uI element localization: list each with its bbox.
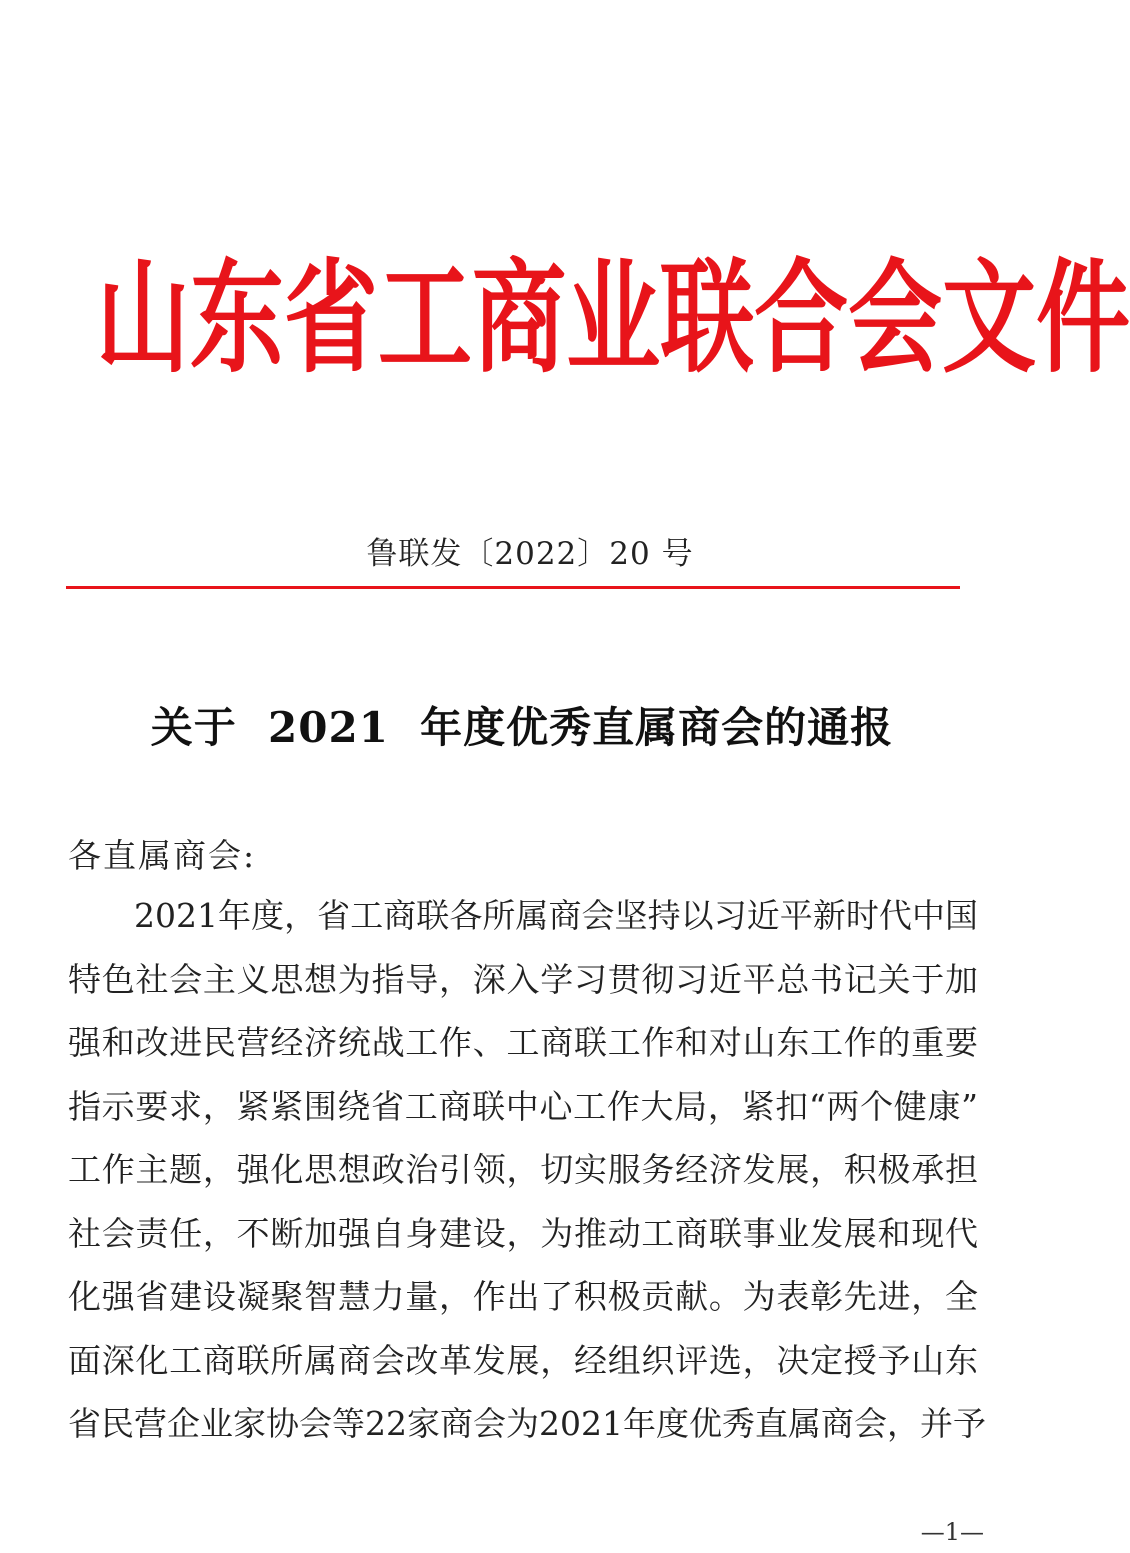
- org-header-char: 业: [566, 248, 661, 391]
- org-header-char: 联: [660, 248, 755, 391]
- body-line: 指示要求，紧紧围绕省工商联中心工作大局，紧扣“两个健康”: [68, 1086, 978, 1126]
- body-line: 2021年度，省工商联各所属商会坚持以习近平新时代中国: [134, 896, 978, 935]
- org-header-char: 文: [942, 248, 1037, 391]
- org-header-char: 省: [284, 248, 379, 391]
- salutation: 各直属商会:: [68, 836, 257, 875]
- body-line: 强和改进民营经济统战工作、工商联工作和对山东工作的重要: [68, 1023, 978, 1062]
- body-line: 社会责任，不断加强自身建设，为推动工商联事业发展和现代: [68, 1213, 978, 1253]
- document-number: 鲁联发〔2022〕20 号: [366, 536, 694, 572]
- header-divider: [66, 586, 960, 589]
- org-header-char: 商: [472, 248, 567, 391]
- body-line: 工作主题，强化思想政治引领，切实服务经济发展，积极承担: [68, 1150, 978, 1189]
- org-header-char: 件: [1036, 248, 1130, 391]
- org-header-char: 会: [848, 248, 943, 391]
- body-line: 面深化工商联所属商会改革发展，经组织评选，决定授予山东: [68, 1340, 978, 1380]
- org-header-char: 山: [96, 248, 191, 391]
- org-header-char: 合: [754, 248, 849, 391]
- org-header-char: 工: [378, 248, 473, 391]
- org-header: [96, 223, 1130, 418]
- body-line: 特色社会主义思想为指导，深入学习贯彻习近平总书记关于加: [68, 959, 978, 999]
- page-number: —1—: [920, 1518, 984, 1546]
- notice-title: 关于 2021 年度优秀直属商会的通报: [150, 703, 894, 752]
- body-line: 化强省建设凝聚智慧力量，作出了积极贡献。为表彰先进，全: [68, 1277, 978, 1316]
- org-header-char: 东: [190, 248, 285, 391]
- body-line: 省民营企业家协会等22家商会为2021年度优秀直属商会，并予: [68, 1404, 986, 1443]
- body-text: [68, 890, 986, 1462]
